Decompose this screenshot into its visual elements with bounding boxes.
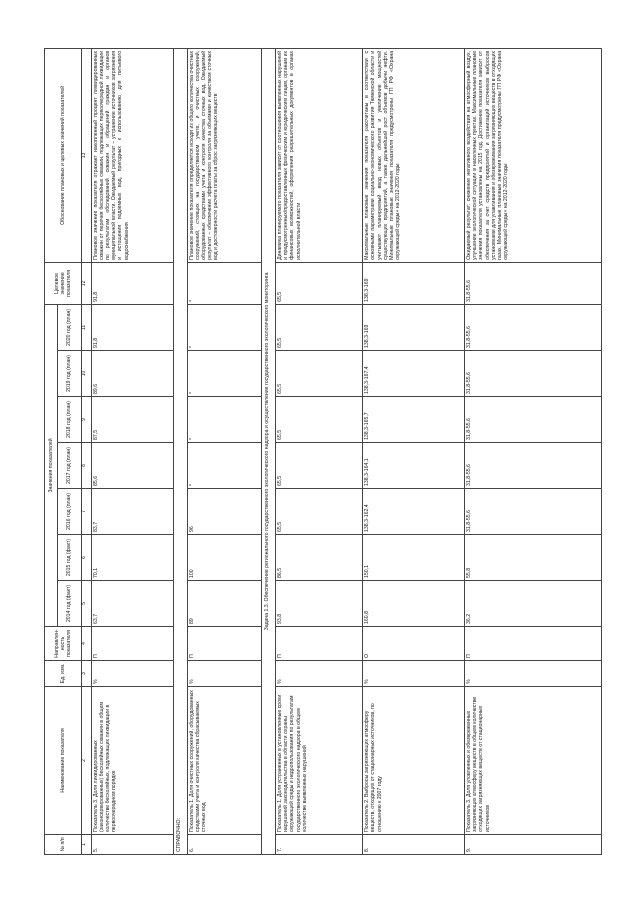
target-value: * [187, 262, 262, 304]
value-2015: 100 [187, 535, 262, 581]
col-index: 10 [82, 351, 92, 397]
row-number: 6. [187, 835, 262, 855]
col-index: 8 [82, 443, 92, 489]
value-2016: 31,8-55,6 [465, 489, 602, 535]
table-row [363, 48, 465, 854]
table-row [465, 48, 602, 854]
row-number: 9. [465, 835, 602, 855]
header-no: № п/п [45, 835, 82, 855]
header-name: Наименование показателя [45, 687, 82, 835]
rotated-table-wrapper [44, 49, 602, 855]
target-value: 138,3-169 [363, 262, 465, 304]
header-unit: Ед. изм. [45, 661, 82, 687]
direction-cell: П [276, 627, 363, 661]
header-2018: 2018 год (план) [58, 397, 82, 443]
justification-text: Плановое значение показателя определяется исходя из общего количества очистных сооружений, стоящих на государственном учете, и очистных сооружений, оборудованных средствами учета и контроля качества сточных вод. Ожидаемый результат – обеспечение эффективного контроля за объемами и качеством сточных вод и достоверности расчета платы за сброс загрязняющих веществ [187, 48, 262, 262]
indicator-name: Показатель 3. Доля уловленных и обезвреженных загрязняющих атмосферу веществ в общем количестве отходящих загрязняющих веществ от стационарных источников [465, 687, 602, 835]
value-2019: 65,5 [276, 351, 363, 397]
justification-text: Динамика планируемого показателя зависит от соотношения выявленных нарушений и предусмотренных/предоставленных физическим и юридическим лицам, органам их финансовых возможностей, оформления разрешительных документов в органах исполнительной власти [276, 48, 363, 262]
col-index: 3 [82, 661, 92, 687]
indicator-name: Показатель 1. Доля очистных сооружений, оборудованных средствами учета и контроля качества сбрасываемых сточных вод [187, 687, 262, 835]
value-2017: 85,6 [91, 443, 173, 489]
col-index: 1 [82, 835, 92, 855]
col-index: 7 [82, 489, 92, 535]
section-title: Задача 1.3. Обеспечение регионального государственного экологического надзора и осуществление государственного экологического мониторинга [262, 48, 276, 854]
value-2017: 65,5 [276, 443, 363, 489]
direction-cell: П [465, 627, 602, 661]
header-2016: 2016 год (план) [58, 489, 82, 535]
value-2014: 89 [187, 581, 262, 627]
unit-cell: % [465, 661, 602, 687]
direction-cell: П [91, 627, 173, 661]
value-2020: 31,8-55,6 [465, 304, 602, 350]
value-2017: 138,3-164,1 [363, 443, 465, 489]
justification-text: Максимальные плановые значения показателя рассчитаны в соответствии с основными параметрами социально-экономического развития Тюменской области и учитывают планируемый ввод новых объектов и увеличение мощностей существующих предприятий, а также дальнейший рост объемов добычи нефти. Минимальные плановые значения показателя предусмотрены ГП РФ «Охрана окружающей среды» на 2012-2020 годы [363, 48, 465, 262]
target-value: 65,5 [276, 262, 363, 304]
col-index: 4 [82, 627, 92, 661]
row-number: 7. [276, 835, 363, 855]
value-2015: 55,8 [465, 535, 602, 581]
unit-cell: % [276, 661, 363, 687]
indicator-name: Показатель 2. Выбросы загрязняющих атмосферу веществ, отходящих от стационарных источников, по отношению к 2007 году [363, 687, 465, 835]
row-number: 8. [363, 835, 465, 855]
col-index: 13 [82, 48, 92, 262]
col-index: 2 [82, 687, 92, 835]
value-2020: 65,5 [276, 304, 363, 350]
reference-label: СПРАВОЧНО: [173, 48, 187, 854]
row-number: 5. [91, 835, 173, 855]
col-index: 11 [82, 304, 92, 350]
col-index: 12 [82, 262, 92, 304]
reference-row [173, 48, 187, 854]
value-2016: 138,3-162,4 [363, 489, 465, 535]
value-2016: 83,7 [91, 489, 173, 535]
indicator-name: Показатель 3. Доля ликвидированных (законсервированных) бесхозяйных скважин в общем количестве бесхозяйных, подлежащих ликвидации в первоочередном порядке [91, 687, 173, 835]
column-index-row [82, 48, 92, 854]
unit-cell: % [187, 661, 262, 687]
col-index: 5 [82, 581, 92, 627]
value-2014: 160,8 [363, 581, 465, 627]
direction-cell: П [187, 627, 262, 661]
header-2014: 2014 год (факт) [58, 581, 82, 627]
justification-text: Ожидаемый результат: снижение негативного воздействия на атмосферный воздух, улучшение экологической ситуации в населенных пунктах. Максимальные плановые значения показателя установлены на 2015 год. Достижение показателя зависит от обеспечения за счет средств предприятий и организаций источников выбросов установками для улавливания и обезвреживания загрязняющих веществ в отходящих газах. Минимальные плановые значения показателя предусмотрены ГП РФ «Охрана окружающей среды» на 2012-2020 годы [465, 48, 602, 262]
value-2018: 138,3-165,7 [363, 397, 465, 443]
header-values-group: Значения показателей [45, 304, 58, 626]
value-2020: 138,3-169 [363, 304, 465, 350]
col-index: 9 [82, 397, 92, 443]
value-2015: 86,5 [276, 535, 363, 581]
value-2019: 138,3-167,4 [363, 351, 465, 397]
value-2015: 150,1 [363, 535, 465, 581]
value-2019: * [187, 351, 262, 397]
value-2016: 96 [187, 489, 262, 535]
table-row [187, 48, 262, 854]
value-2014: 63,7 [91, 581, 173, 627]
target-value: 91,8 [91, 262, 173, 304]
value-2014: 93,8 [276, 581, 363, 627]
value-2017: 31,8-55,6 [465, 443, 602, 489]
header-2019: 2019 год (план) [58, 351, 82, 397]
unit-cell: % [91, 661, 173, 687]
direction-cell: О [363, 627, 465, 661]
section-row [262, 48, 276, 854]
value-2020: 91,8 [91, 304, 173, 350]
header-target: Целевое значение показателя [45, 262, 82, 304]
table-row [91, 48, 173, 854]
header-direction: Направлен-ность показателя [45, 627, 82, 661]
col-index: 6 [82, 535, 92, 581]
value-2018: 31,8-55,6 [465, 397, 602, 443]
header-2020: 2020 год (план) [58, 304, 82, 350]
indicator-name: Показатель 1. Доля устраненных в установленные сроки нарушений законодательства в области охраны окружающей среды и недропользования по результатам государственного экологического надзора в общем количестве выявленных нарушений [276, 687, 363, 835]
value-2016: 65,5 [276, 489, 363, 535]
header-2017: 2017 год (план) [58, 443, 82, 489]
table-row [276, 48, 363, 854]
header-2015: 2015 год (факт) [58, 535, 82, 581]
value-2018: 65,5 [276, 397, 363, 443]
unit-cell: % [363, 661, 465, 687]
value-2019: 31,8-55,6 [465, 351, 602, 397]
value-2018: 87,5 [91, 397, 173, 443]
justification-text: Плановое значение показателя отражает накопленный процент ликвидированных скважин от перечня бесхозяйных скважин, подлежащих первоочередной ликвидации по результатам обследований скважин и обращений граждан и органов муниципальной власти. Ожидаемый результат – устранение источников загрязнения и истощения подземных вод, пригодных к использованию для питьевого водоснабжения [91, 48, 173, 262]
value-2015: 70,1 [91, 535, 173, 581]
value-2019: 89,6 [91, 351, 173, 397]
value-2018: * [187, 397, 262, 443]
indicators-table [44, 48, 602, 855]
header-justification: Обоснование плановых и целевых значений показателей [45, 48, 82, 262]
value-2020: * [187, 304, 262, 350]
value-2017: * [187, 443, 262, 489]
target-value: 31,8-55,6 [465, 262, 602, 304]
value-2014: 36,2 [465, 581, 602, 627]
